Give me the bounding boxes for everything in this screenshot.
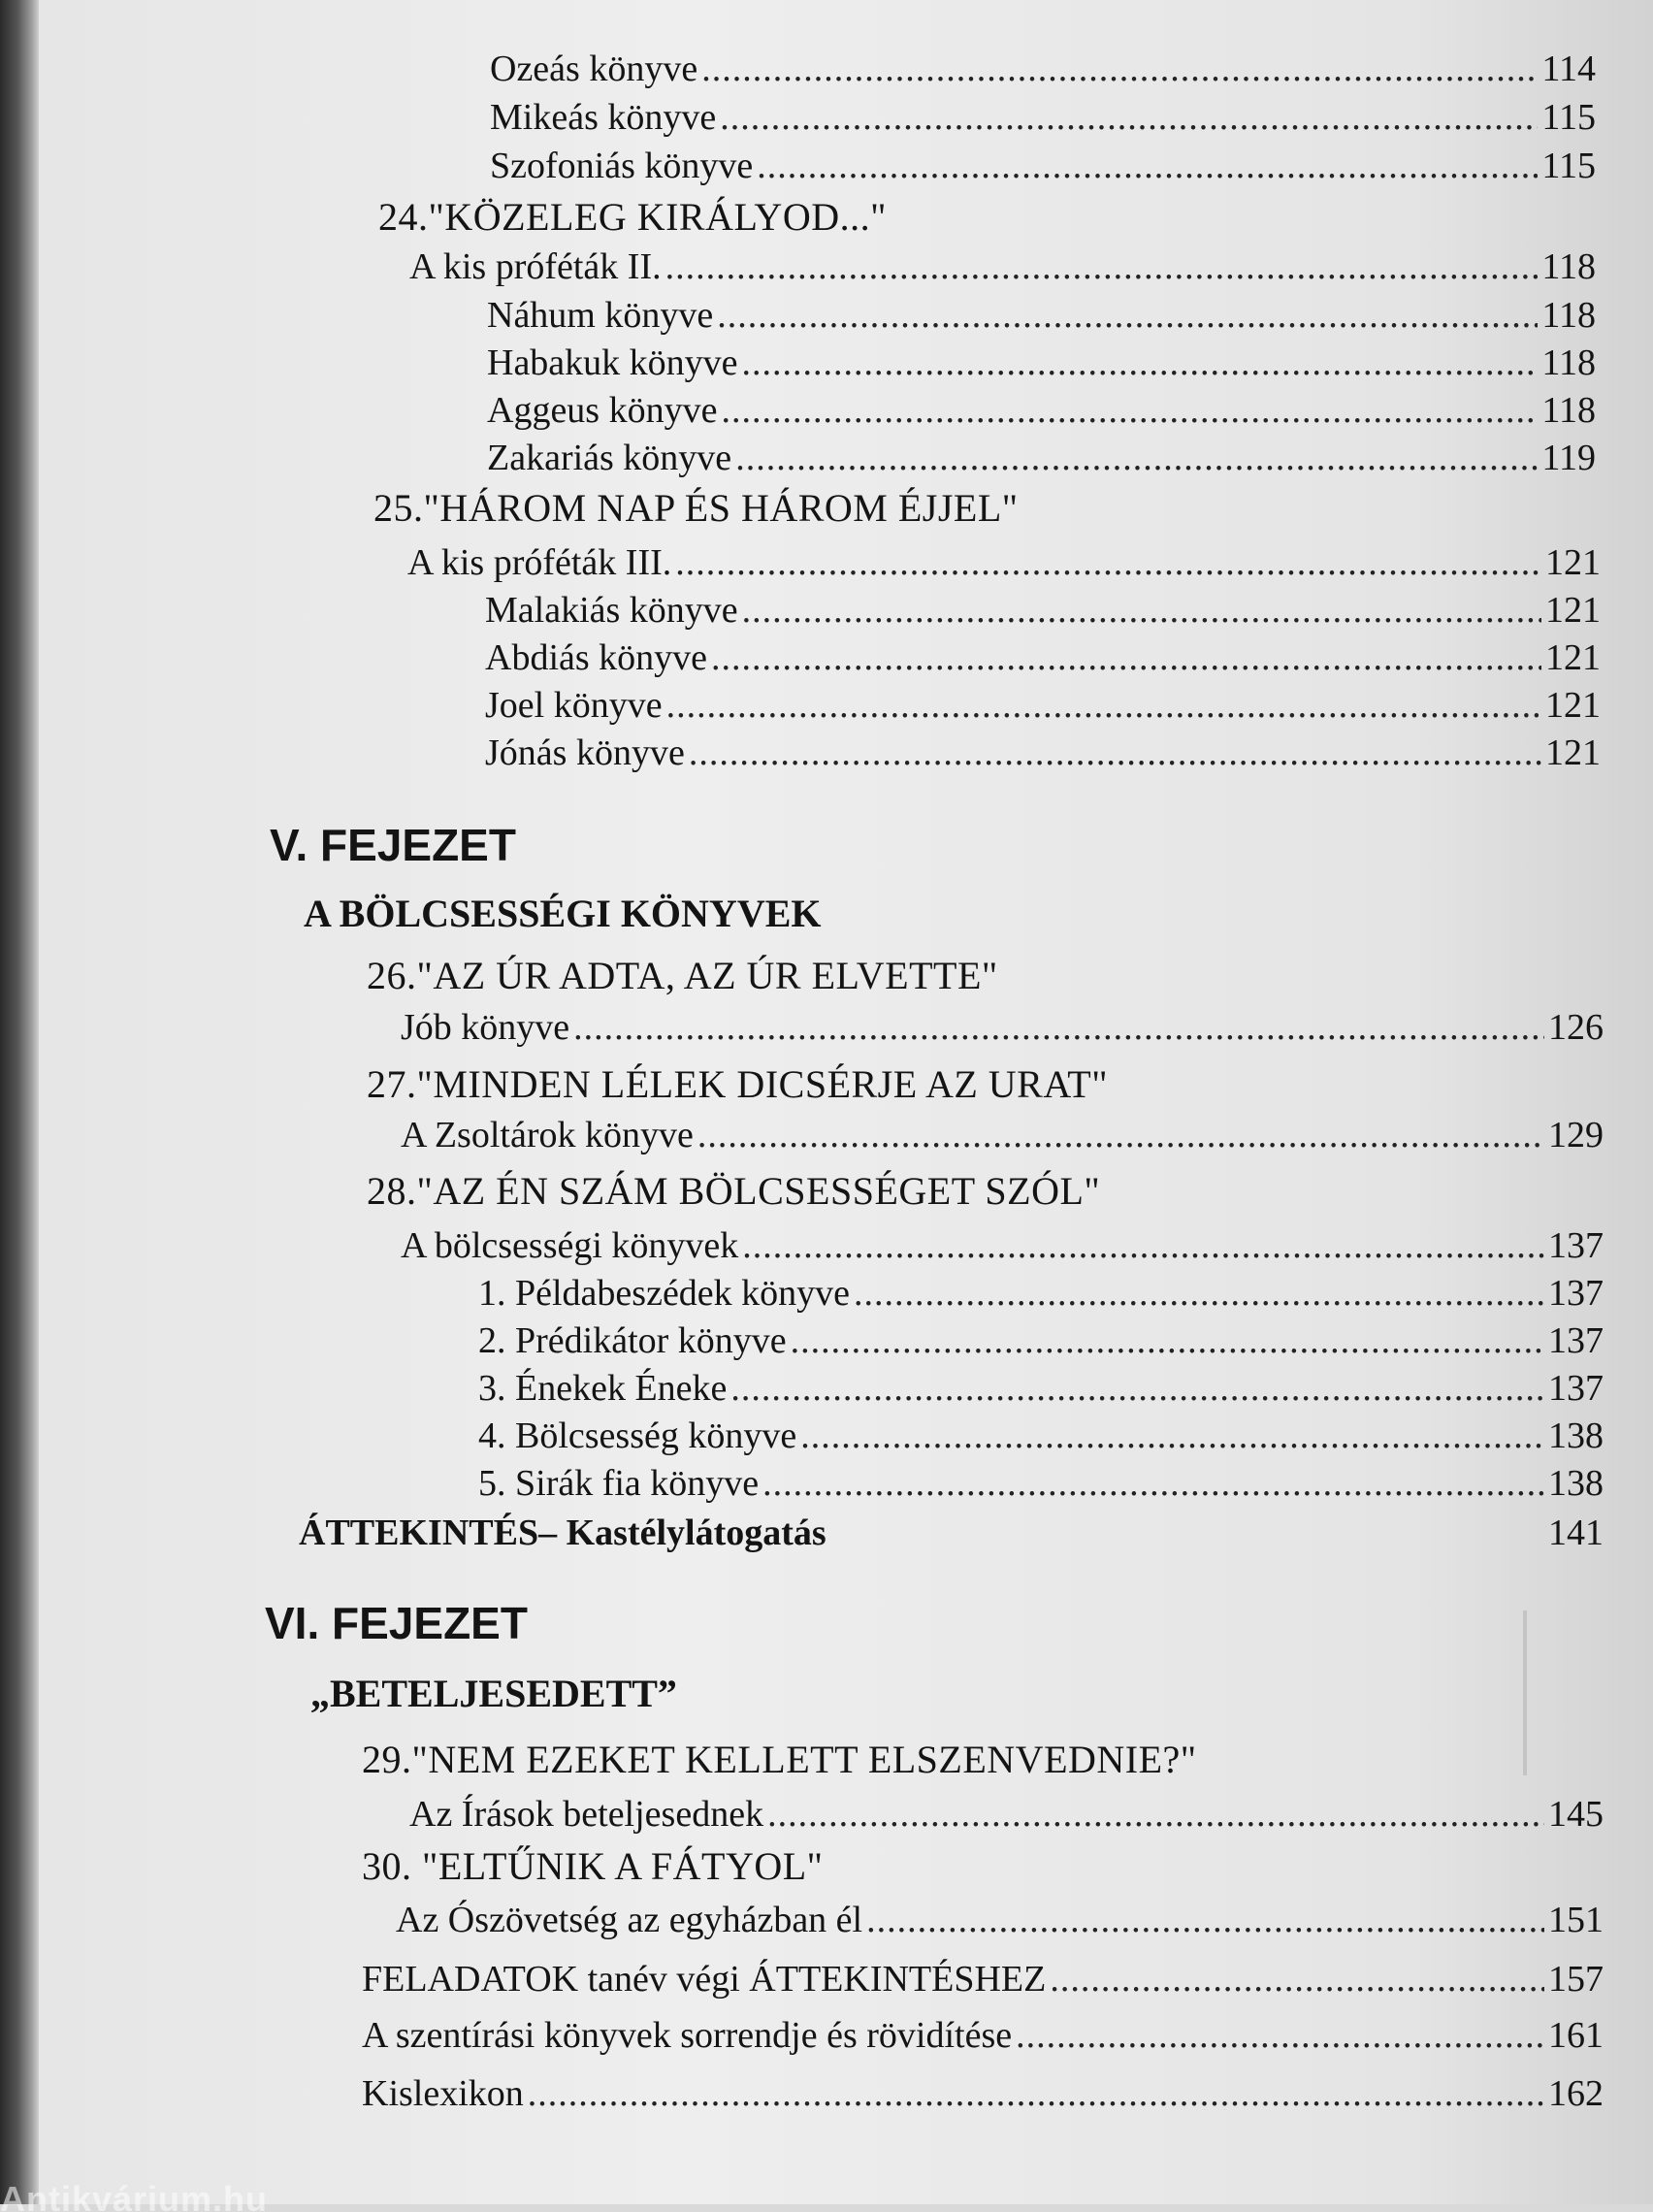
toc-entry xyxy=(362,2013,1604,2058)
toc-entry xyxy=(362,1957,1604,2001)
entry-label: Jób könyve xyxy=(401,1007,570,1048)
entry-page: 151 xyxy=(1548,1900,1604,1940)
entry-label: A bölcsességi könyvek xyxy=(401,1225,739,1266)
chapter-30-heading: 30. "ELTŰNIK A FÁTYOL" xyxy=(362,1844,824,1888)
entry-page: 141 xyxy=(1548,1513,1604,1553)
review-label-a: ÁTTEKINTÉS xyxy=(299,1513,539,1553)
toc-entry xyxy=(362,2071,1604,2116)
entry-page: 119 xyxy=(1541,438,1596,478)
entry-label: Mikeás könyve xyxy=(490,97,717,138)
entry-label: Aggeus könyve xyxy=(487,390,718,431)
entry-page: 137 xyxy=(1548,1225,1604,1266)
toc-entry xyxy=(396,1898,1604,1942)
chapter-29-heading: 29."NEM EZEKET KELLETT ELSZENVEDNIE?" xyxy=(362,1738,1197,1781)
entry-page: 121 xyxy=(1545,542,1601,583)
toc-entry xyxy=(401,1005,1604,1050)
entry-page: 137 xyxy=(1548,1320,1604,1361)
entry-label: A kis próféták III. xyxy=(407,542,672,583)
entry-label: Joel könyve xyxy=(485,685,663,726)
entry-label: Habakuk könyve xyxy=(487,342,738,383)
entry-label: Abdiás könyve xyxy=(485,637,708,678)
toc-entry xyxy=(487,341,1596,385)
toc-entry xyxy=(487,436,1596,480)
dot-leader xyxy=(1016,2013,1544,2058)
entry-label: Malakiás könyve xyxy=(485,590,738,631)
toc-entry xyxy=(487,388,1596,433)
dot-leader xyxy=(528,2071,1544,2116)
entry-page: 138 xyxy=(1548,1415,1604,1456)
dot-leader xyxy=(742,1223,1544,1268)
entry-label: 5. Sirák fia könyve xyxy=(478,1463,760,1504)
dot-leader xyxy=(1050,1957,1544,2001)
entry-page: 118 xyxy=(1541,246,1596,287)
dot-leader xyxy=(689,731,1541,775)
entry-page: 138 xyxy=(1548,1463,1604,1504)
chapter-27-heading: 27."MINDEN LÉLEK DICSÉRJE AZ URAT" xyxy=(367,1062,1109,1106)
entry-label: A Zsoltárok könyve xyxy=(401,1115,694,1155)
entry-label: Az Ószövetség az egyházban él xyxy=(396,1900,863,1940)
dot-leader xyxy=(720,95,1538,140)
toc-entry xyxy=(485,731,1601,775)
dot-leader xyxy=(800,1414,1544,1458)
dot-leader xyxy=(701,47,1538,91)
entry-page: 137 xyxy=(1548,1368,1604,1409)
dot-leader xyxy=(854,1271,1544,1316)
entry-page: 129 xyxy=(1548,1115,1604,1155)
dot-leader xyxy=(762,1461,1544,1506)
bleed-through-mark xyxy=(1523,1610,1527,1775)
toc-entry xyxy=(490,144,1596,188)
chapter-25-heading: 25."HÁROM NAP ÉS HÁROM ÉJJEL" xyxy=(373,486,1019,530)
entry-page: 121 xyxy=(1545,732,1601,773)
entry-page: 115 xyxy=(1541,146,1596,186)
dot-leader xyxy=(866,1898,1544,1942)
dot-leader xyxy=(742,588,1541,633)
dot-leader xyxy=(742,341,1539,385)
toc-entry xyxy=(409,1792,1604,1837)
toc-entry xyxy=(478,1271,1604,1316)
entry-label: A szentírási könyvek sorrendje és rövidítése xyxy=(362,2015,1013,2056)
toc-entry xyxy=(478,1318,1604,1363)
part-6-title: VI. FEJEZET xyxy=(265,1598,528,1648)
toc-entry xyxy=(407,540,1601,585)
dot-leader xyxy=(735,436,1538,480)
entry-label: Jónás könyve xyxy=(485,732,685,773)
dot-leader xyxy=(730,1366,1544,1411)
entry-page: 145 xyxy=(1548,1794,1604,1835)
part-5-title: V. FEJEZET xyxy=(270,820,516,870)
chapter-26-heading: 26."AZ ÚR ADTA, AZ ÚR ELVETTE" xyxy=(367,954,998,997)
entry-label: A kis próféták II. xyxy=(409,246,662,287)
chapter-24-heading: 24."KÖZELEG KIRÁLYOD..." xyxy=(378,195,887,239)
entry-label: Ozeás könyve xyxy=(490,49,698,89)
entry-label: Az Írások beteljesednek xyxy=(409,1794,764,1835)
toc-entry xyxy=(485,683,1601,728)
entry-page: 118 xyxy=(1541,342,1596,383)
dot-leader xyxy=(675,540,1541,585)
book-spine-shadow xyxy=(0,0,39,2204)
toc-entry xyxy=(478,1366,1604,1411)
entry-page: 161 xyxy=(1548,2015,1604,2056)
toc-entry xyxy=(478,1414,1604,1458)
part-5-subtitle: A BÖLCSESSÉGI KÖNYVEK xyxy=(304,892,822,935)
entry-page: 115 xyxy=(1541,97,1596,138)
dot-leader xyxy=(767,1792,1544,1837)
dot-leader xyxy=(717,293,1538,338)
part-6-subtitle: „BETELJESEDETT” xyxy=(310,1672,677,1715)
dot-leader xyxy=(665,244,1539,289)
toc-entry xyxy=(490,95,1596,140)
dot-leader xyxy=(697,1113,1544,1157)
entry-label: Náhum könyve xyxy=(487,295,714,336)
dot-leader xyxy=(666,683,1541,728)
toc-entry xyxy=(401,1113,1604,1157)
toc-entry xyxy=(485,635,1601,680)
dot-leader xyxy=(721,388,1538,433)
entry-page: 137 xyxy=(1548,1273,1604,1314)
entry-page: 121 xyxy=(1545,685,1601,726)
review-entry xyxy=(299,1511,1604,1555)
toc-entry xyxy=(490,47,1596,91)
dot-leader xyxy=(573,1005,1544,1050)
entry-label: FELADATOK tanév végi ÁTTEKINTÉSHEZ xyxy=(362,1959,1047,2000)
entry-page: 121 xyxy=(1545,637,1601,678)
entry-label: 1. Példabeszédek könyve xyxy=(478,1273,851,1314)
dot-leader xyxy=(711,635,1541,680)
entry-page: 157 xyxy=(1548,1959,1604,2000)
entry-page: 126 xyxy=(1548,1007,1604,1048)
entry-page: 118 xyxy=(1541,295,1596,336)
entry-label: 4. Bölcsesség könyve xyxy=(478,1415,797,1456)
dot-leader xyxy=(757,144,1538,188)
entry-page: 121 xyxy=(1545,590,1601,631)
entry-label: Szofoniás könyve xyxy=(490,146,754,186)
watermark: Antikvárium.hu xyxy=(0,2179,269,2212)
entry-label: 3. Énekek Éneke xyxy=(478,1368,728,1409)
toc-entry xyxy=(409,244,1596,289)
chapter-28-heading: 28."AZ ÉN SZÁM BÖLCSESSÉGET SZÓL" xyxy=(367,1169,1101,1213)
dot-leader xyxy=(791,1318,1544,1363)
entry-label: Zakariás könyve xyxy=(487,438,732,478)
toc-entry xyxy=(401,1223,1604,1268)
entry-page: 162 xyxy=(1548,2073,1604,2114)
review-label-b: – Kastélylátogatás xyxy=(538,1513,826,1553)
toc-entry xyxy=(487,293,1596,338)
entry-label: Kislexikon xyxy=(362,2073,524,2114)
toc-entry xyxy=(485,588,1601,633)
toc-entry xyxy=(478,1461,1604,1506)
entry-label: 2. Prédikátor könyve xyxy=(478,1320,787,1361)
entry-page: 114 xyxy=(1541,49,1596,89)
entry-page: 118 xyxy=(1541,390,1596,431)
